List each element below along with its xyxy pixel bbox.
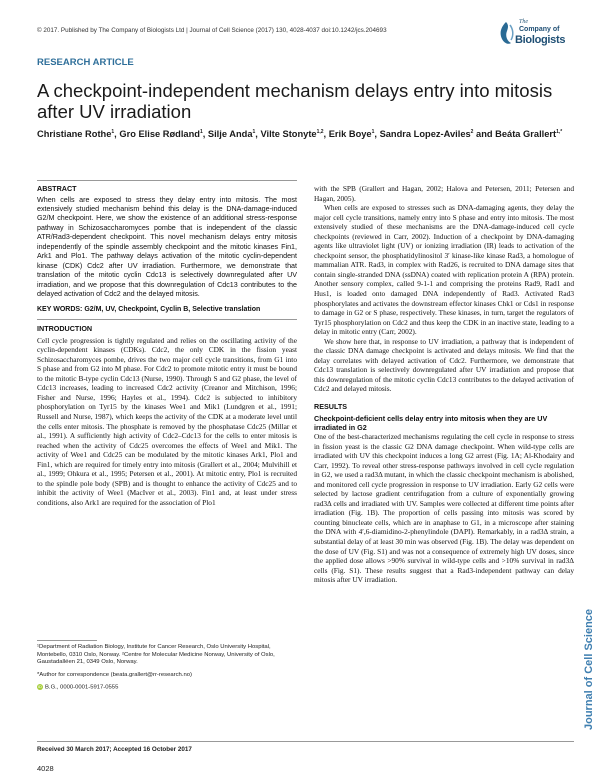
introduction-paragraph-1: Cell cycle progression is tightly regulated and relies on the oscillating activity of the cyclin-dependent kinases (CDKs). Cdc2, the only CDK in the fission yeast Schizosaccharomyces pombe, drives the two major cell cycle transitions, from G1 into S phase and from G2 into M phase. For Cdc2 to promote mitotic entry it must be bound to the mitotic B-type cyclin Cdc13 (Nurse, 1990). Through S and G2 phase, the level of Cdc13 increases, leading to increased Cdc2 activity (Creanor and Mitchison, 1996; Fisher and Nurse, 1996; Hayles et al., 1994). Cdc2 is subjected to inhibitory phosphorylation on Tyr15 by the kinases Wee1 and Mik1 (Lundgren et al., 1991; Russell and Nurse, 1987), which keeps the activity of the CDK at a moderate level until the cells enter mitosis. The phosphate is removed by the phosphatase Cdc25 (Millar et al., 1991). A sufficiently high activity of Cdc2–Cdc13 for the cells to enter mitosis is reached when the activity of Cdc25 overcomes the effects of Wee1 and Mik1. The activity of Wee1 and Cdc25 can be modulated by the mitotic kinases Ark1, Plo1 and Fin1, which are required for timely entry into mitosis (Grallert et al., 2004; Mulvihill et al., 1999; Ohkura et al., 1995; Petersen et al., 2001). At mitotic entry, Plo1 is recruited to the spindle pole body (SPB) and is thought to enhance the activity of Cdc25 and to inhibit the activity of Wee1 (MacIver et al., 2003). Fin1 and, at least under stress conditions, also Ark1 are required for the association of Plo1: [37, 335, 297, 507]
orcid-text: B.G., 0000-0001-5917-0555: [45, 684, 119, 691]
author-name: Christiane Rothe: [37, 129, 112, 139]
author-affiliation-mark: 1,2: [316, 128, 324, 135]
logo-emblem-icon: [497, 21, 515, 47]
logo-text-biologists: Biologists: [515, 34, 566, 46]
correspondence-footnote: *Author for correspondence (beata.grallert@rr-research.no): [37, 671, 192, 678]
author-name: Vilte Stonyte: [260, 129, 317, 139]
author-name: Silje Anda: [207, 129, 253, 139]
footnote-divider: [37, 640, 97, 641]
received-accepted-dates: Received 30 March 2017; Accepted 16 October 2017: [37, 746, 192, 753]
article-title: A checkpoint-independent mechanism delays entry into mitosis after UV irradiation: [37, 80, 553, 122]
logo-text-the: The: [519, 19, 528, 25]
right-column: [314, 184, 574, 585]
author-name: Sandra Lopez-Aviles: [379, 129, 471, 139]
results-subheading: Checkpoint-deficient cells delay entry into mitosis when they are UV irradiated in G2: [314, 413, 548, 432]
author-affiliation-mark: 1: [371, 128, 375, 135]
results-paragraph-1: One of the best-characterized mechanisms regulating the cell cycle in response to stress in fission yeast is the classic G2 DNA damage checkpoint. When wild-type cells are irradiated with UV this checkpoint induces a long G2 arrest (Fig. 1A; Al-Khodairy and Carr, 1992). To reveal other stress-response pathways involved in cell cycle regulation in G2, we used a rad3Δ mutant, in which the classic checkpoint mechanism is abolished, and monitored cell cycle progression in response to UV irradiation. Early G2 cells were selected by lactose gradient centrifugation from a culture of exponentially growing rad3Δ cells and irradiated with UV. Samples were collected at different time points after irradiation (Fig. 1B). The proportion of cells passing into mitosis was scored by counting binucleate cells, which are in anaphase to G1, in a microscope after staining the DNA with 4′,6-diamidino-2-phenylindole (DAPI). Remarkably, in a rad3Δ strain, a substantial delay of at least 30 min was observed (Fig. 1B). The delay was dependent on the dose of UV (Fig. S1) and was not a consequence of extremely high UV doses, since the applied dose allows >90% survival in wild-type cells and >10% survival in rad3Δ cells (Fig. S1). These results suggest that a Rad3-independent pathway can delay mitosis after UV irradiation.: [314, 431, 574, 585]
right-paragraph-3: We show here that, in response to UV irradiation, a pathway that is independent of the classic DNA damage checkpoint is activated and delays mitosis. We find that the delay correlates with delayed activation of Cdc2. Furthermore, we demonstrate that Cdc13 translation is selectively downregulated after UV irradiation and propose that this downregulation of the mitotic cyclin Cdc13 contributes to the delayed activation of Cdc2 and delayed mitosis.: [314, 336, 574, 394]
journal-citation-header: © 2017. Published by The Company of Biologists Ltd | Journal of Cell Science (2017) 130, 4028-4037 doi:10.1242/jcs.204693: [37, 27, 387, 34]
right-paragraph-2: When cells are exposed to stresses such as DNA-damaging agents, they delay the major cell cycle transitions, namely entry into S phase and entry into mitosis. The most extensively studied of these mechanisms are the DNA-damage-induced cell cycle checkpoints (reviewed in Carr, 2002). Induction of a checkpoint by DNA-damaging agents like ultraviolet light (UV) or ionizing irradiation (IR) leads to activation of the checkpoint sensor, the phosphatidylinositol 3′ kinase-like kinase Rad3, a homologue of mammalian ATR. Rad3, in complex with Rad26, is recruited to DNA damage sites that contain single-stranded DNA (ssDNA) coated with replication protein A (RPA) protein. Another sensory complex, called 9-1-1 and comprising the proteins Rad9, Rad1 and Hus1, is loaded onto damaged DNA independently of Rad3. Activated Rad3 phosphorylates and activates the downstream effector kinases Chk1 or Cds1 in response to damage in G2 or S phase, respectively. These kinases, in turn, target the regulators of Tyr15 phosphorylation on Cdc2 and thus keep the CDK in an inactive state, leading to a delay in mitotic entry (Carr, 2002).: [314, 203, 574, 337]
author-name: Gro Elise Rødland: [119, 129, 200, 139]
abstract-heading: ABSTRACT: [37, 184, 77, 193]
results-heading: RESULTS: [314, 402, 348, 412]
affiliations-footnote: ¹Department of Radiation Biology, Institute for Cancer Research, Oslo University Hospital, Montebello, 0310 Oslo, Norway. ²Centre for Molecular Medicine Norway, University of Oslo, Gaustadalléen 21, 0349 Oslo, Norway.: [37, 644, 275, 666]
author-list: Christiane Rothe$^1$, Gro Elise Rødland$^1$, Silje Anda$^1$, Vilte Stonyte$^{1,2}$, Erik Boye$^1$, Sandra Lopez-Aviles$^2$ and Beáta Grallert$^{1,*}$: [37, 128, 563, 139]
footnotes: [37, 644, 297, 698]
company-of-biologists-logo: [497, 19, 566, 49]
abstract-top-divider: [37, 180, 297, 181]
article-type-label: RESEARCH ARTICLE: [37, 57, 134, 68]
introduction-heading: INTRODUCTION: [37, 324, 93, 334]
orcid-icon: iD: [38, 684, 42, 690]
author-name: Erik Boye: [328, 129, 372, 139]
left-column: [37, 184, 297, 507]
author-affiliation-mark: 2: [470, 128, 474, 135]
author-affiliation-mark: 1: [111, 128, 115, 135]
author-affiliation-mark: 1: [252, 128, 256, 135]
keywords-divider: [37, 319, 297, 320]
orcid-footnote: [37, 684, 297, 692]
logo-text-company: Company of: [519, 26, 560, 33]
right-continued-paragraph: with the SPB (Grallert and Hagan, 2002; Halova and Petersen, 2011; Petersen and Hagan, 2005).: [314, 184, 574, 203]
author-affiliation-mark: 1,*: [556, 128, 563, 135]
abstract-text: When cells are exposed to stress they delay entry into mitosis. The most extensively studied mechanism behind this delay is the DNA-damage-induced G2/M checkpoint. Here, we show the existence of an additional stress-response pathway in Schizosaccharomyces pombe that is independent of the classic ATR/Rad3-dependent checkpoint. This novel mechanism delays entry mitosis independently of the spindle assembly checkpoint and the mitotic kinases Fin1, Ark1 and Plo1. The pathway delays activation of the mitotic cyclin-dependent kinase (CDK) Cdc2 after UV irradiation. Furthermore, we demonstrate that translation of the mitotic cyclin Cdc13 is selectively downregulated after UV irradiation, and we propose that this downregulation of Cdc13 contributes to the delayed activation of Cdc2 and the delayed mitosis.: [37, 195, 297, 299]
author-name: Beáta Grallert: [495, 129, 557, 139]
journal-side-label: Journal of Cell Science: [583, 608, 595, 730]
page-number: 4028: [37, 764, 54, 773]
received-divider: [37, 741, 574, 742]
keywords: KEY WORDS: G2/M, UV, Checkpoint, Cyclin B, Selective translation: [37, 305, 261, 313]
author-affiliation-mark: 1: [199, 128, 203, 135]
